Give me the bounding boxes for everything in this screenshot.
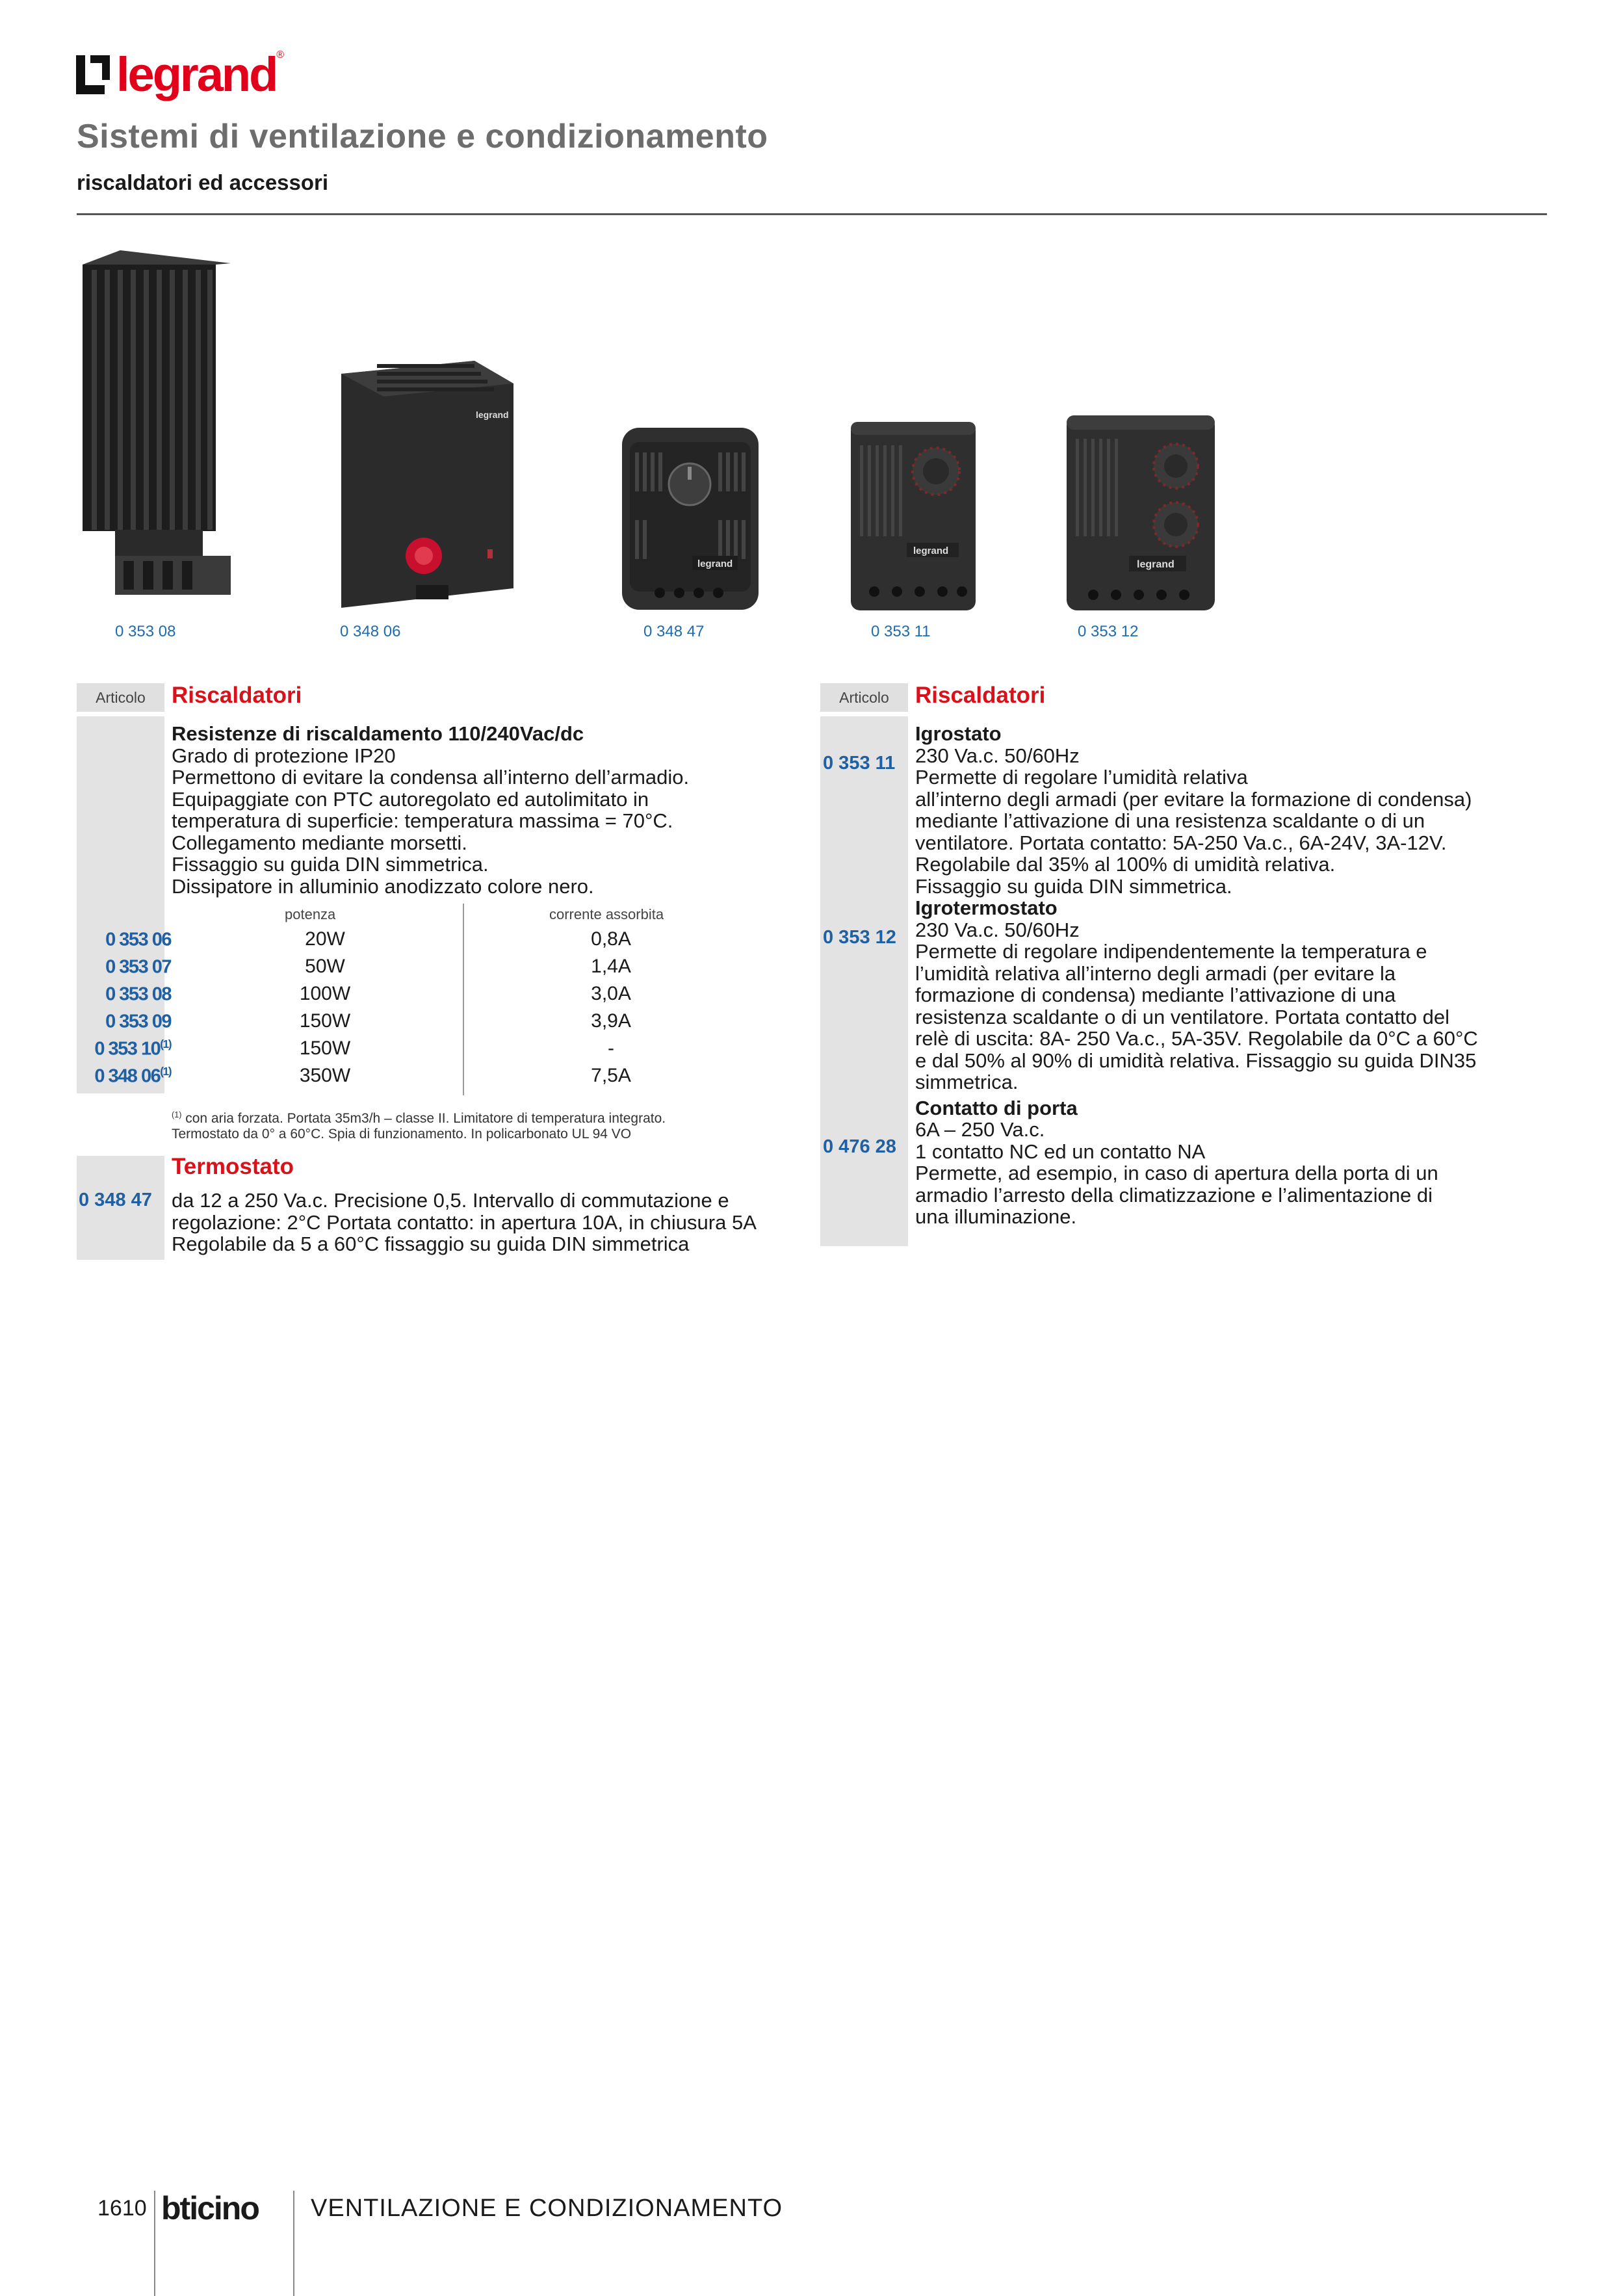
footer-divider (154, 2191, 155, 2296)
article-code: 0 353 06 (105, 929, 171, 950)
page-number: 1610 (97, 2196, 147, 2221)
product-heading: Igrotermostato (915, 896, 1058, 919)
description-line: Grado di protezione IP20 (172, 744, 396, 767)
description-line: ventilatore. Portata contatto: 5A-250 Va.c., 6A-24V, 3A-12V. (915, 831, 1447, 854)
article-code: 0 353 09 (105, 1011, 171, 1032)
description-line: temperatura di superficie: temperatura massima = 70°C. (172, 809, 673, 832)
current-value: 0,8A (591, 928, 631, 950)
product-code-label: 0 353 12 (1078, 623, 1139, 640)
power-value: 100W (299, 983, 351, 1004)
description-line: Fissaggio su guida DIN simmetrica. (915, 874, 1232, 898)
description-line: 1 contatto NC ed un contatto NA (915, 1140, 1206, 1163)
description-line: e dal 50% al 90% di umidità relativa. Fissaggio su guida DIN35 (915, 1049, 1477, 1072)
description-line: Equipaggiate con PTC autoregolato ed autolimitato in (172, 787, 649, 811)
article-code: 0 353 10$^{(1)}$ (94, 1037, 171, 1060)
description-line: armadio l’arresto della climatizzazione e l’alimentazione di (915, 1183, 1433, 1207)
product-brand-label: legrand (1137, 559, 1175, 570)
article-code: 0 353 08 (105, 984, 171, 1005)
current-value: 7,5A (591, 1065, 631, 1086)
description-line: l’umidità relativa all’interno degli armadi (per evitare la (915, 961, 1396, 985)
table-header-potenza: potenza (285, 906, 336, 922)
article-code: 0 476 28 (823, 1136, 896, 1157)
power-value: 350W (299, 1065, 351, 1086)
registered-mark: ® (276, 49, 285, 60)
header-divider (77, 213, 1547, 215)
spec-table (77, 928, 727, 1092)
page-subtitle: riscaldatori ed accessori (77, 170, 329, 194)
description-line: resistenza scaldante o di un ventilatore. Portata contatto del (915, 1005, 1449, 1028)
product-heading: Resistenze di riscaldamento 110/240Vac/dc (172, 722, 584, 745)
power-value: 20W (305, 928, 345, 950)
table-header-corrente: corrente assorbita (549, 906, 664, 922)
product-image-035312 (1064, 413, 1217, 614)
footnote-mark: (1) (172, 1110, 182, 1119)
description-line: 230 Va.c. 50/60Hz (915, 744, 1080, 767)
product-code-label: 0 348 06 (340, 623, 401, 640)
termostato-description (172, 1190, 757, 1255)
product-brand-label: legrand (913, 545, 949, 556)
description-line: simmetrica. (915, 1071, 1019, 1093)
description-line: da 12 a 250 Va.c. Precisione 0,5. Intervallo di commutazione e (172, 1189, 729, 1212)
description-line: Permettono di evitare la condensa all’interno dell’armadio. (172, 766, 690, 789)
table-row (77, 956, 727, 983)
product-image-035308 (75, 250, 231, 611)
article-code: 0 353 12 (823, 927, 896, 948)
section-title-riscaldatori: Riscaldatori (172, 683, 302, 708)
table-row (77, 928, 727, 956)
power-value: 150W (299, 1037, 351, 1059)
legrand-logo-mark-icon (76, 55, 110, 94)
current-value: - (608, 1037, 614, 1059)
description-line: relè di uscita: 8A- 250 Va.c., 5A-35V. Regolabile da 0°C a 60°C (915, 1027, 1478, 1050)
table-row (77, 983, 727, 1010)
product-image-034806 (338, 361, 517, 611)
table-row (77, 1010, 727, 1037)
footer-divider (293, 2191, 294, 2296)
legrand-logo (76, 46, 284, 104)
power-value: 150W (299, 1010, 351, 1032)
product-description (172, 723, 744, 897)
article-code: 0 353 11 (823, 753, 896, 774)
articolo-header: Articolo (820, 683, 908, 712)
table-row (77, 1065, 727, 1092)
footnote-line: Termostato da 0° a 60°C. Spia di funzionamento. In policarbonato UL 94 VO (172, 1127, 632, 1141)
product-code-label: 0 348 47 (643, 623, 705, 640)
product-image-035311 (848, 419, 978, 614)
description-line: Permette di regolare l’umidità relativa (915, 766, 1248, 789)
page-title: Sistemi di ventilazione e condizionamento (77, 118, 768, 155)
description-line: Regolabile dal 35% al 100% di umidità relativa. (915, 853, 1336, 876)
section-title-riscaldatori: Riscaldatori (915, 683, 1046, 708)
product-brand-label: legrand (697, 558, 733, 569)
current-value: 3,9A (591, 1010, 631, 1032)
power-value: 50W (305, 956, 345, 977)
product-heading: Contatto di porta (915, 1096, 1078, 1119)
product-image-034847 (621, 423, 760, 612)
igrostato-description (915, 723, 1500, 1228)
bticino-logo: bticino (161, 2190, 259, 2226)
brand-name: legrand (116, 47, 277, 101)
description-line: all’interno degli armadi (per evitare la formazione di condensa) (915, 787, 1472, 811)
description-line: Regolabile da 5 a 60°C fissaggio su guida DIN simmetrica (172, 1233, 690, 1255)
description-line: una illuminazione. (915, 1205, 1077, 1228)
footer-section-title: VENTILAZIONE E CONDIZIONAMENTO (311, 2195, 783, 2222)
product-brand-label: legrand (476, 410, 509, 420)
current-value: 3,0A (591, 983, 631, 1004)
footnote-line: con aria forzata. Portata 35m3/h – classe II. Limitatore di temperatura integrato. (181, 1111, 666, 1126)
product-heading: Igrostato (915, 722, 1002, 745)
articolo-header: Articolo (77, 683, 164, 712)
description-line: formazione di condensa) mediante l’attivazione di una (915, 984, 1396, 1006)
description-line: Fissaggio su guida DIN simmetrica. (172, 853, 489, 876)
table-row (77, 1037, 727, 1065)
article-code-column (820, 716, 908, 1246)
description-line: 230 Va.c. 50/60Hz (915, 918, 1080, 941)
section-title-termostato: Termostato (172, 1154, 294, 1179)
description-line: Permette, ad esempio, in caso di apertura della porta di un (915, 1162, 1438, 1184)
article-code: 0 348 06$^{(1)}$ (94, 1065, 171, 1087)
product-code-label: 0 353 11 (871, 623, 931, 640)
article-code: 0 348 47 (79, 1190, 152, 1210)
description-line: Collegamento mediante morsetti. (172, 831, 467, 854)
current-value: 1,4A (591, 956, 631, 977)
description-line: mediante l’attivazione di una resistenza scaldante o di un (915, 809, 1425, 832)
description-line: 6A – 250 Va.c. (915, 1118, 1045, 1141)
product-code-label: 0 353 08 (115, 623, 176, 640)
description-line: regolazione: 2°C Portata contatto: in apertura 10A, in chiusura 5A (172, 1210, 757, 1234)
article-code: 0 353 07 (105, 956, 171, 978)
footnote (172, 1107, 744, 1142)
description-line: Dissipatore in alluminio anodizzato colore nero. (172, 874, 594, 898)
description-line: Permette di regolare indipendentemente la temperatura e (915, 940, 1427, 963)
